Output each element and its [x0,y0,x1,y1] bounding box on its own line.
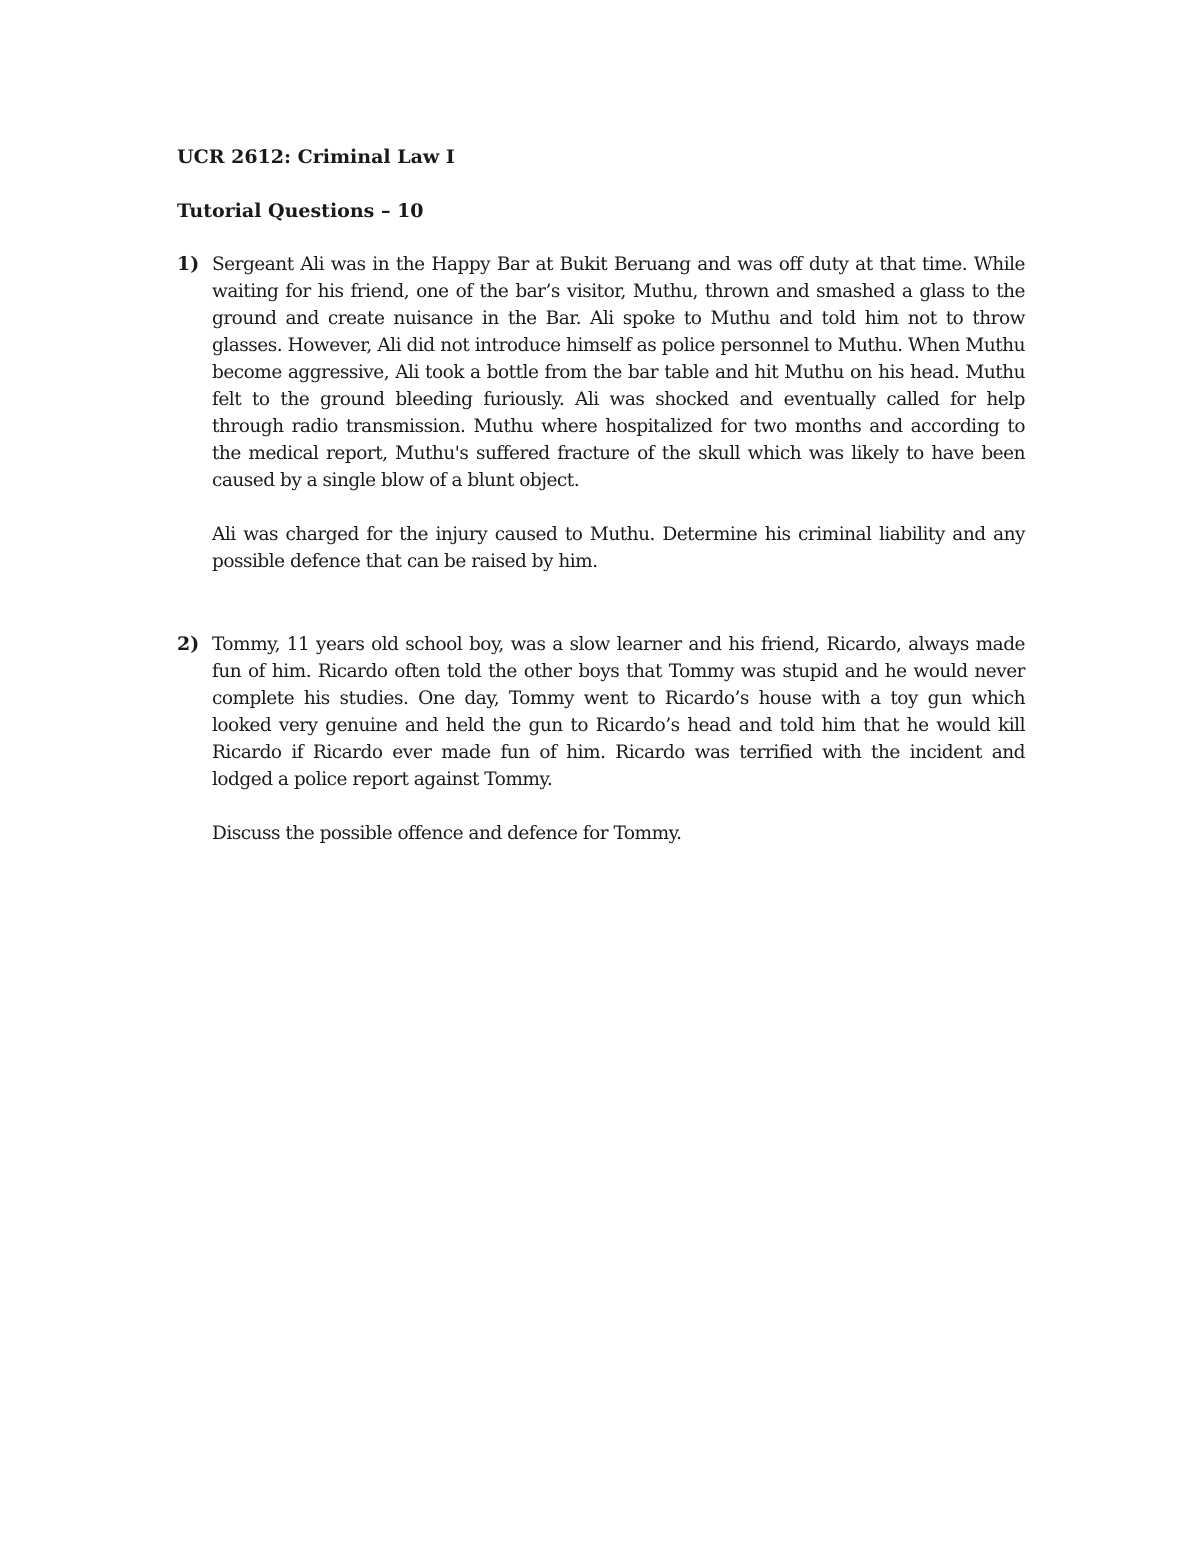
question-paragraph: Ali was charged for the injury caused to Muthu. Determine his criminal liability and any possible defence that can be raised by him. [212,524,1025,572]
question-body [212,631,1025,847]
question-paragraph: Tommy, 11 years old school boy, was a slow learner and his friend, Ricardo, always made fun of him. Ricardo often told the other boys that Tommy was stupid and he would never complete his studies. One day, Tommy went to Ricardo’s house with a toy gun which looked very genuine and held the gun to Ricardo’s head and told him that he would kill Ricardo if Ricardo ever made fun of him. Ricardo was terrified with the incident and lodged a police report against Tommy. [212,634,1025,790]
question-number: 1) [177,253,200,275]
question-paragraph: Discuss the possible offence and defence for Tommy. [212,823,682,844]
tutorial-subtitle: Tutorial Questions – 10 [177,200,424,222]
question-paragraph: Sergeant Ali was in the Happy Bar at Bukit Beruang and was off duty at that time. While waiting for his friend, one of the bar’s visitor, Muthu, thrown and smashed a glass to the ground and create nuisance in the Bar. Ali spoke to Muthu and told him not to throw glasses. However, Ali did not introduce himself as police personnel to Muthu. When Muthu become aggressive, Ali took a bottle from the bar table and hit Muthu on his head. Muthu felt to the ground bleeding furiously. Ali was shocked and eventually called for help through radio transmission. Muthu where hospitalized for two months and according to the medical report, Muthu's suffered fracture of the skull which was likely to have been caused by a single blow of a blunt object. [212,254,1025,491]
course-title: UCR 2612: Criminal Law I [177,146,455,168]
question-number: 2) [177,633,200,655]
question-body [212,251,1025,575]
